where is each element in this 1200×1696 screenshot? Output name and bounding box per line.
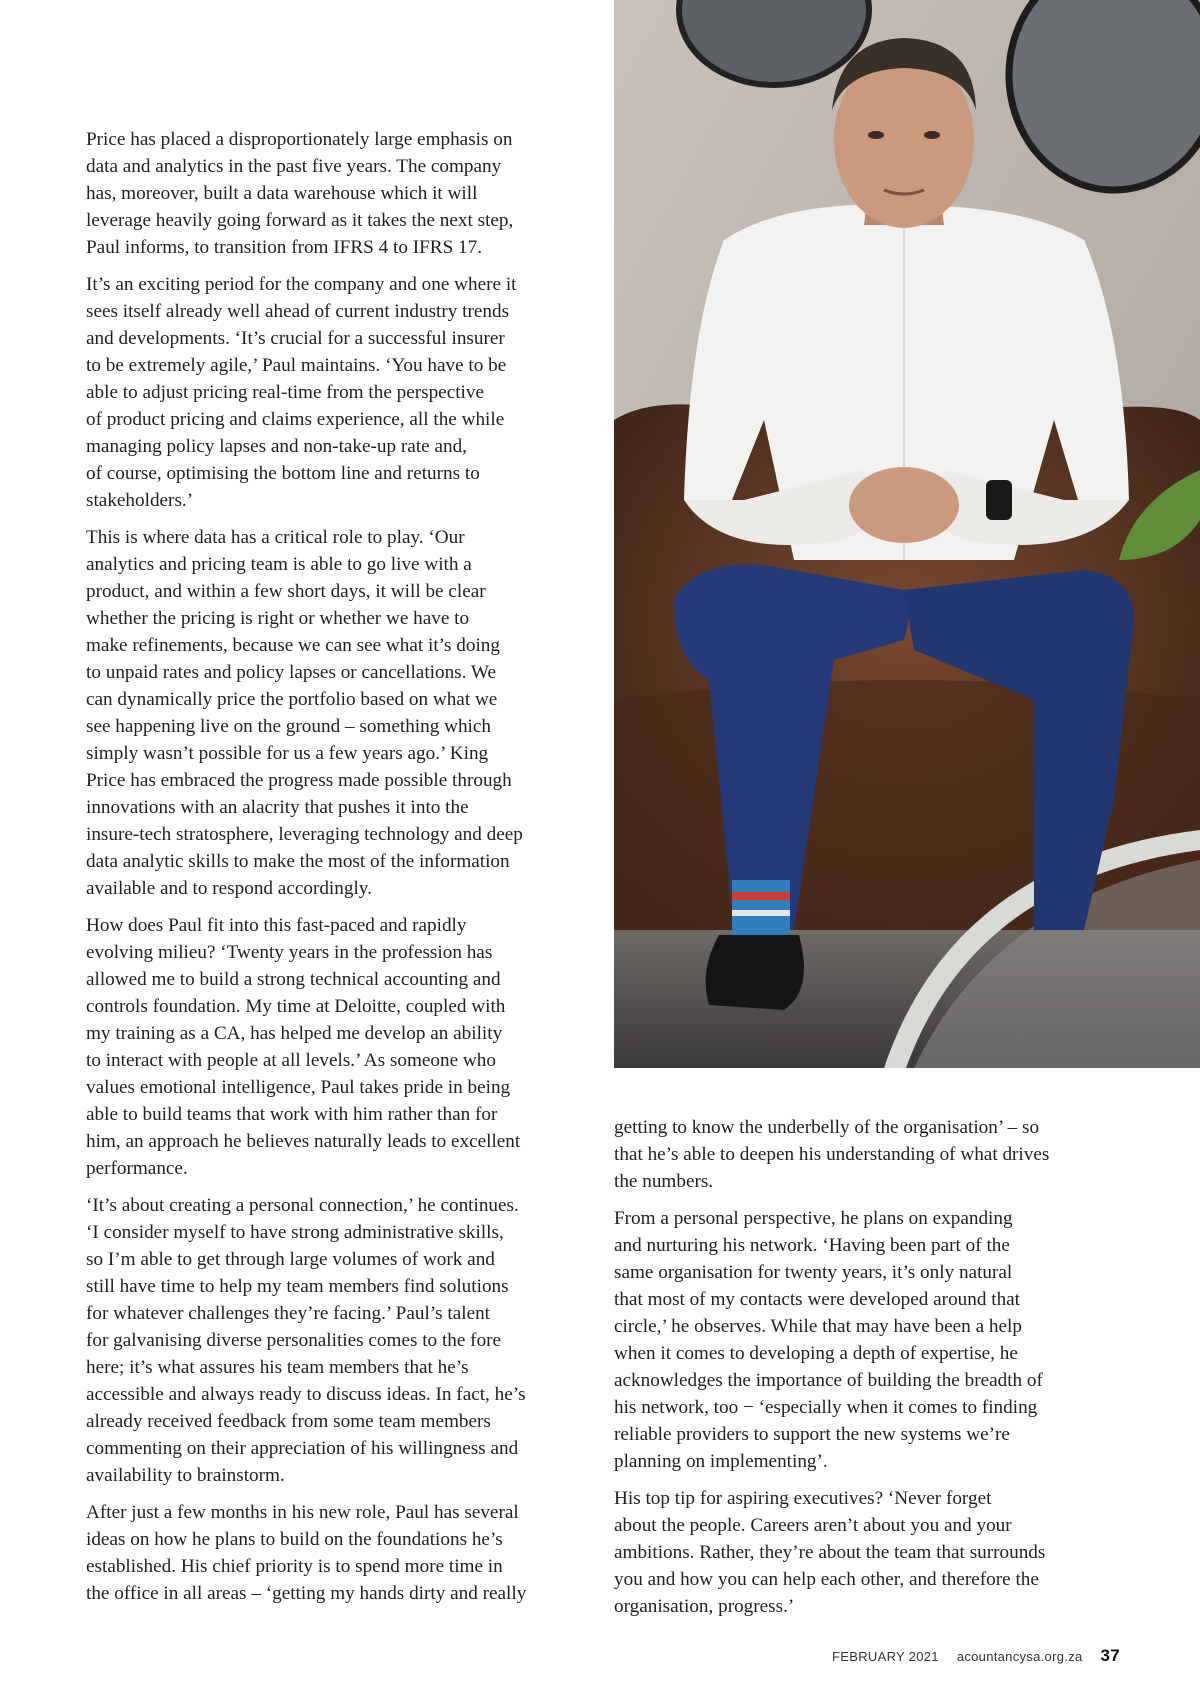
paragraph: This is where data has a critical role to play. ‘Our analytics and pricing team is able to go live with a product, and within a few short days, it will be clear whether the pricing is right or whether we have to make refinements, because we can see what it’s doing to unpaid rates and policy lapses or cancellations. We can dynamically price the portfolio based on what we see happening live on the ground – something which simply wasn’t possible for us a few years ago.’ King Price has embraced the progress made possible through innovations with an alacrity that pushes it into the insure-tech stratosphere, leveraging technology and deep data analytic skills to make the most of the information available and to respond accordingly. xyxy=(86,527,523,899)
paragraph: Price has placed a disproportionately large emphasis on data and analytics in the past five years. The company has, moreover, built a data warehouse which it will leverage heavily going forward as it takes the next step, Paul informs, to transition from IFRS 4 to IFRS 17. xyxy=(86,129,514,258)
paragraph: getting to know the underbelly of the organisation’ – so that he’s able to deepen his understanding of what drives the numbers. xyxy=(614,1117,1050,1192)
paragraph: It’s an exciting period for the company and one where it sees itself already well ahead of current industry trends and developments. ‘It’s crucial for a successful insurer to be extremely agile,’ Paul maintains. ‘You have to be able to adjust pricing real-time from the perspective of product pricing and claims experience, all the while managing policy lapses and non-take-up rate and, of course, optimising the bottom line and returns to stakeholders.’ xyxy=(86,274,517,511)
page-number: 37 xyxy=(1100,1646,1120,1665)
paragraph: ‘It’s about creating a personal connection,’ he continues. ‘I consider myself to have strong administrative skills, so I’m able to get through large volumes of work and still have time to help my team members find solutions for whatever challenges they’re facing.’ Paul’s talent for galvanising diverse personalities comes to the fore here; it’s what assures his team members that he’s accessible and always ready to discuss ideas. In fact, he’s already received feedback from some team members commenting on their appreciation of his willingness and availability to brainstorm. xyxy=(86,1195,526,1486)
page-footer xyxy=(832,1646,1120,1666)
paragraph: How does Paul fit into this fast-paced and rapidly evolving milieu? ‘Twenty years in the profession has allowed me to build a strong technical accounting and controls foundation. My time at Deloitte, coupled with my training as a CA, has helped me develop an ability to interact with people at all levels.’ As someone who values emotional intelligence, Paul takes pride in being able to build teams that work with him rather than for him, an approach he believes naturally leads to excellent performance. xyxy=(86,915,521,1179)
paragraph: His top tip for aspiring executives? ‘Never forget about the people. Careers aren’t about you and your ambitions. Rather, they’re about the team that surrounds you and how you can help each other, and therefore the organisation, progress.’ xyxy=(614,1488,1046,1617)
portrait-photo xyxy=(614,0,1200,1068)
site-url[interactable]: acountancysa.org.za xyxy=(956,1649,1083,1664)
paragraph: From a personal perspective, he plans on expanding and nurturing his network. ‘Having been part of the same organisation for twenty years, it’s only natural that most of my contacts were developed around that circle,’ he observes. While that may have been a help when it comes to developing a depth of expertise, he acknowledges the importance of building the breadth of his network, too − ‘especially when it comes to finding reliable providers to support the new systems we’re planning on implementing’. xyxy=(614,1208,1043,1472)
article-left-column xyxy=(86,126,596,1617)
issue-date: FEBRUARY 2021 xyxy=(832,1649,939,1664)
article-right-column xyxy=(614,1114,1134,1630)
paragraph: After just a few months in his new role, Paul has several ideas on how he plans to build on the foundations he’s established. His chief priority is to spend more time in the office in all areas – ‘getting my hands dirty and really xyxy=(86,1502,527,1604)
